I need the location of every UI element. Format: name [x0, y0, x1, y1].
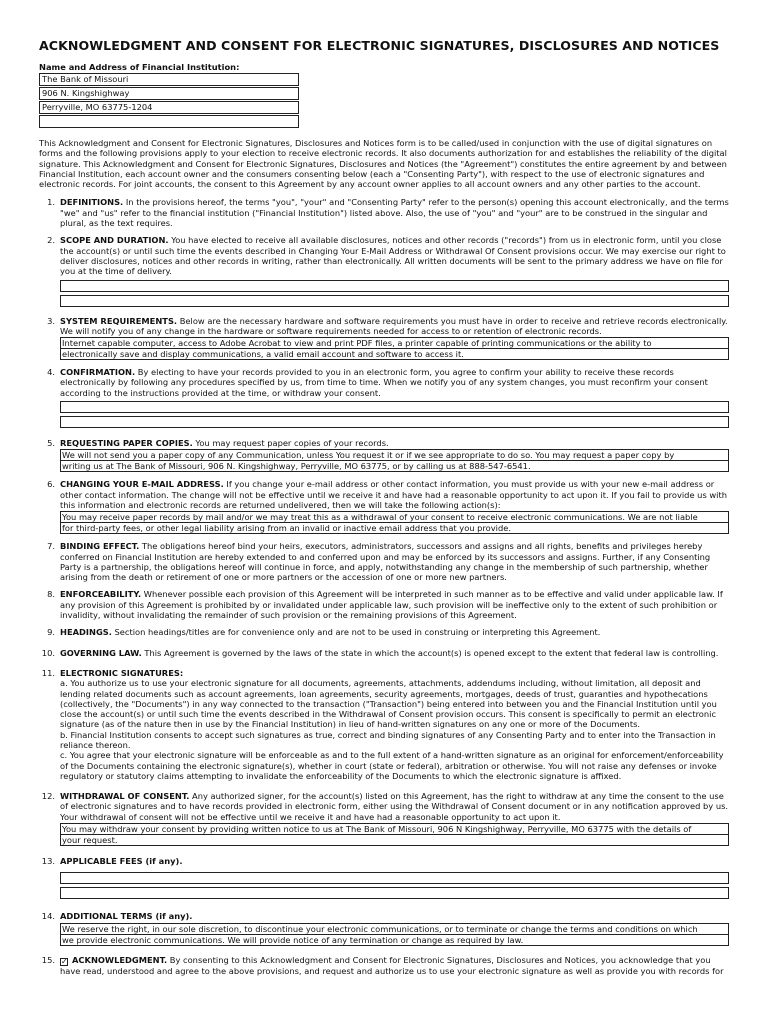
provision-number: 6. [47, 479, 55, 490]
fees-field-1[interactable] [60, 872, 729, 884]
provision-acknowledgment [39, 955, 729, 976]
institution-name-field[interactable]: The Bank of Missouri [39, 73, 299, 86]
provision-heading: HEADINGS. [60, 627, 112, 638]
provision-heading: SYSTEM REQUIREMENTS. [60, 315, 178, 326]
provision-electronic-signatures [39, 668, 729, 781]
provision-number: 2. [47, 235, 55, 246]
change-email-field-2[interactable]: for third-party fees, or other legal liability arising from an invalid or inactive email address that you provide. [60, 523, 729, 534]
paper-copies-field-1[interactable]: We will not send you a paper copy of any Communication, unless You request it or if we see appropriate to do so. You may request a paper copy by [60, 449, 729, 461]
confirmation-field-2[interactable] [60, 416, 729, 428]
institution-city-field[interactable]: Perryville, MO 63775-1204 [39, 101, 299, 114]
esign-clause-b: b. Financial Institution consents to accept such signatures as true, correct and binding signatures of any Consenting Party and to enter into the Transaction in reliance thereon. [60, 729, 716, 750]
provision-heading: REQUESTING PAPER COPIES. [60, 438, 193, 449]
provision-text: Below are the necessary hardware and software requirements you must have in order to receive and retrieve records electronically. We will notify you of any change in the hardware or software requirements needed for access to or retention of electronic records. [60, 315, 728, 336]
provision-number: 12. [41, 791, 55, 802]
provision-headings [39, 627, 729, 637]
system-requirements-field-2[interactable]: electronically save and display communications, a valid email account and software to access it. [60, 349, 729, 360]
provision-confirmation [39, 367, 729, 428]
esign-clause-a: a. You authorize us to use your electronic signature for all documents, agreements, attachments, addendums including, without limitation, all deposit and lending related documents such as account agreements, loan agreements, security agreements, mortgages, deeds of trust, guaranties and hypothecations (collectively, the "Documents") in any way connected to the transaction ("Transaction") being entered into between you and the Financial Institution until you close the account(s) or until such time the events described in the Withdrawal of Consent provision occurs. This consent is specifically to permit an electronic signature (as of the nature then in use by the Financial Institution) in lieu of hand-written signatures on any one or more of the Documents. [60, 678, 717, 730]
provision-text: Whenever possible each provision of this Agreement will be interpreted in such manner as to be effective and valid under applicable law. If any provision of this Agreement is prohibited by or invalidated under applicable law, such provision will be ineffective only to the extent of such prohibition or invalidity, without invalidating the remainder of such provision or the remaining provisions of this Agreement. [60, 589, 723, 621]
scope-field-2[interactable] [60, 295, 729, 307]
provision-definitions [39, 197, 729, 228]
provision-text: By consenting to this Acknowledgment and Consent for Electronic Signatures, Disclosures and Notices, you acknowledge that you have read, understood and agree to the above provisions, and request and authorize us to use your electronic signature as well as provide you with records for [60, 954, 724, 976]
withdrawal-field-2[interactable]: your request. [60, 835, 729, 846]
provision-paper-copies [39, 438, 729, 472]
esign-clause-c: c. You agree that your electronic signature will be enforceable as and to the full extent of a hand-written signature as an original for enforcement/enforceability of the Documents containing the electronic signature(s), whether in court (state or federal), arbitration or otherwise. You will not raise any defenses or invoke regulatory or statutory claims attempting to invalidate the enforceability of the Documents to which the electronic signature is affixed. [60, 750, 724, 781]
withdrawal-field-1[interactable]: You may withdraw your consent by providing written notice to us at The Bank of Missouri, 906 N Kingshighway, Perryville, MO 63775 with the details of [60, 823, 729, 835]
institution-extra-field[interactable] [39, 115, 299, 128]
provision-heading: CONFIRMATION. [60, 367, 136, 378]
change-email-field-1[interactable]: You may receive paper records by mail and/or we may treat this as a withdrawal of your consent to receive electronic communications. We are not liable [60, 511, 729, 523]
provisions-list [39, 197, 729, 975]
provision-number: 7. [47, 541, 55, 552]
provision-number: 8. [47, 589, 55, 600]
provision-number: 10. [41, 647, 55, 658]
provision-heading: CHANGING YOUR E-MAIL ADDRESS. [60, 479, 224, 490]
provision-number: 3. [47, 315, 55, 326]
provision-text: Any authorized signer, for the account(s) listed on this Agreement, has the right to withdraw at any time the consent to the use of electronic signatures and to have records provided in electronic form, either using the Withdrawal of Consent document or in any notification approved by us. Your withdrawal of consent will not be effective until we receive it and have had a reasonable opportunity to act upon it. [60, 791, 729, 822]
provision-text: If you change your e-mail address or other contact information, you must provide us with your new e-mail address or other contact information. The change will not be effective until we receive it and have had a reasonable opportunity to act upon it. If you fail to provide us with this information and electronic records are returned undelivered, then we will take the following action(s): [60, 479, 728, 510]
provision-scope [39, 235, 729, 306]
provision-text: By electing to have your records provided to you in an electronic form, you agree to confirm your ability to receive these records electronically by following any procedures specified by us, from time to time. When we notify you of any system changes, you must reconfirm your consent according to the instructions provided at the time, or withdraw your consent. [60, 367, 708, 398]
provision-number: 15. [41, 954, 55, 965]
additional-terms-field-1[interactable]: We reserve the right, in our sole discretion, to discontinue your electronic communications, or to terminate or change the terms and conditions on which [60, 923, 729, 935]
provision-text: This Agreement is governed by the laws of the state in which the account(s) is opened except to the extent that federal law is controlling. [141, 647, 719, 658]
provision-withdrawal [39, 791, 729, 846]
provision-number: 13. [41, 856, 55, 867]
provision-change-email [39, 479, 729, 534]
provision-number: 1. [47, 197, 55, 208]
provision-applicable-fees [39, 856, 729, 899]
provision-text: Section headings/titles are for convenience only and are not to be used in construing or interpreting this Agreement. [111, 627, 601, 638]
provision-text: In the provisions hereof, the terms "you", "your" and "Consenting Party" refer to the person(s) opening this account electronically, and the terms "we" and "us" refer to the financial institution ("Financial Institution") listed above. Also, the use of "you" and "your" are to be construed in the singular and plural, as the text requires. [60, 197, 729, 229]
provision-binding-effect [39, 541, 729, 582]
provision-number: 14. [41, 911, 55, 922]
provision-heading: DEFINITIONS. [60, 197, 124, 208]
consent-form [39, 38, 729, 983]
provision-heading: BINDING EFFECT. [60, 541, 140, 552]
paper-copies-field-2[interactable]: writing us at The Bank of Missouri, 906 N. Kingshighway, Perryville, MO 63775, or by calling us at 888-547-6541. [60, 461, 729, 472]
provision-heading: SCOPE AND DURATION. [60, 235, 169, 246]
form-title: ACKNOWLEDGMENT AND CONSENT FOR ELECTRONIC SIGNATURES, DISCLOSURES AND NOTICES [39, 38, 720, 53]
checkmark-icon: ✓ [61, 956, 68, 966]
provision-number: 11. [41, 667, 55, 678]
provision-heading: WITHDRAWAL OF CONSENT. [60, 791, 190, 802]
system-requirements-field-1[interactable]: Internet capable computer, access to Adobe Acrobat to view and print PDF files, a printer capable of printing communications or the ability to [60, 337, 729, 349]
intro-paragraph: This Acknowledgment and Consent for Electronic Signatures, Disclosures and Notices form is to be called/used in conjunction with the use of digital signatures on forms and the following provisions apply to your election to receive electronic records. It also documents authorization for and establishes the reliability of the digital signature. This Acknowledgment and Consent for Electronic Signatures, Disclosures and Notices (the "Agreement") constitutes the entire agreement by and between Financial Institution, each account owner and the consumers consenting below (each a "Consenting Party"), with respect to the use of electronic signatures and electronic records. For joint accounts, the consent to this Agreement by any account owner applies to all account owners and any other parties to the account. [39, 138, 727, 190]
provision-heading: APPLICABLE FEES (if any). [60, 856, 183, 867]
provision-heading: ELECTRONIC SIGNATURES: [60, 667, 184, 678]
provision-text: The obligations hereof bind your heirs, executors, administrators, successors and assigns and all rights, benefits and privileges hereby conferred on Financial Institution are hereby extended to and conferred upon and may be enforced by its successors and assigns. Further, if any Consenting Party is a partnership, the obligations hereof will continue in force, and apply, notwithstanding any change in the membership of such partnership, whether arising from the death or retirement of one or more partners or the accession of one or more new partners. [60, 541, 711, 583]
provision-heading: GOVERNING LAW. [60, 647, 142, 658]
confirmation-field-1[interactable] [60, 401, 729, 413]
scope-field-1[interactable] [60, 280, 729, 292]
provision-number: 9. [47, 627, 55, 638]
provision-number: 4. [47, 367, 55, 378]
provision-heading: ACKNOWLEDGMENT. [72, 954, 168, 965]
provision-governing-law [39, 648, 729, 658]
provision-heading: ADDITIONAL TERMS (if any). [60, 911, 193, 922]
provision-enforceability [39, 589, 729, 620]
fees-field-2[interactable] [60, 887, 729, 899]
provision-system-requirements [39, 316, 729, 361]
provision-heading: ENFORCEABILITY. [60, 589, 142, 600]
institution-street-field[interactable]: 906 N. Kingshighway [39, 87, 299, 100]
acknowledgment-checkbox[interactable] [60, 958, 68, 966]
provision-text: You may request paper copies of your records. [192, 438, 389, 449]
provision-text: You have elected to receive all available disclosures, notices and other records ("records") from us in electronic form, until you close the account(s) or until such time the events described in Changing Your E-Mail Address or Withdrawal Of Consent provisions occur. We may exercise our right to deliver disclosures, notices and other records in writing, rather than electronically. All written documents will be sent to the primary address we have on file for you at the time of delivery. [60, 235, 726, 277]
additional-terms-field-2[interactable]: we provide electronic communications. We will provide notice of any termination or change as required by law. [60, 935, 729, 946]
provision-number: 5. [47, 438, 55, 449]
provision-additional-terms [39, 911, 729, 945]
institution-label: Name and Address of Financial Institution: [39, 62, 240, 72]
